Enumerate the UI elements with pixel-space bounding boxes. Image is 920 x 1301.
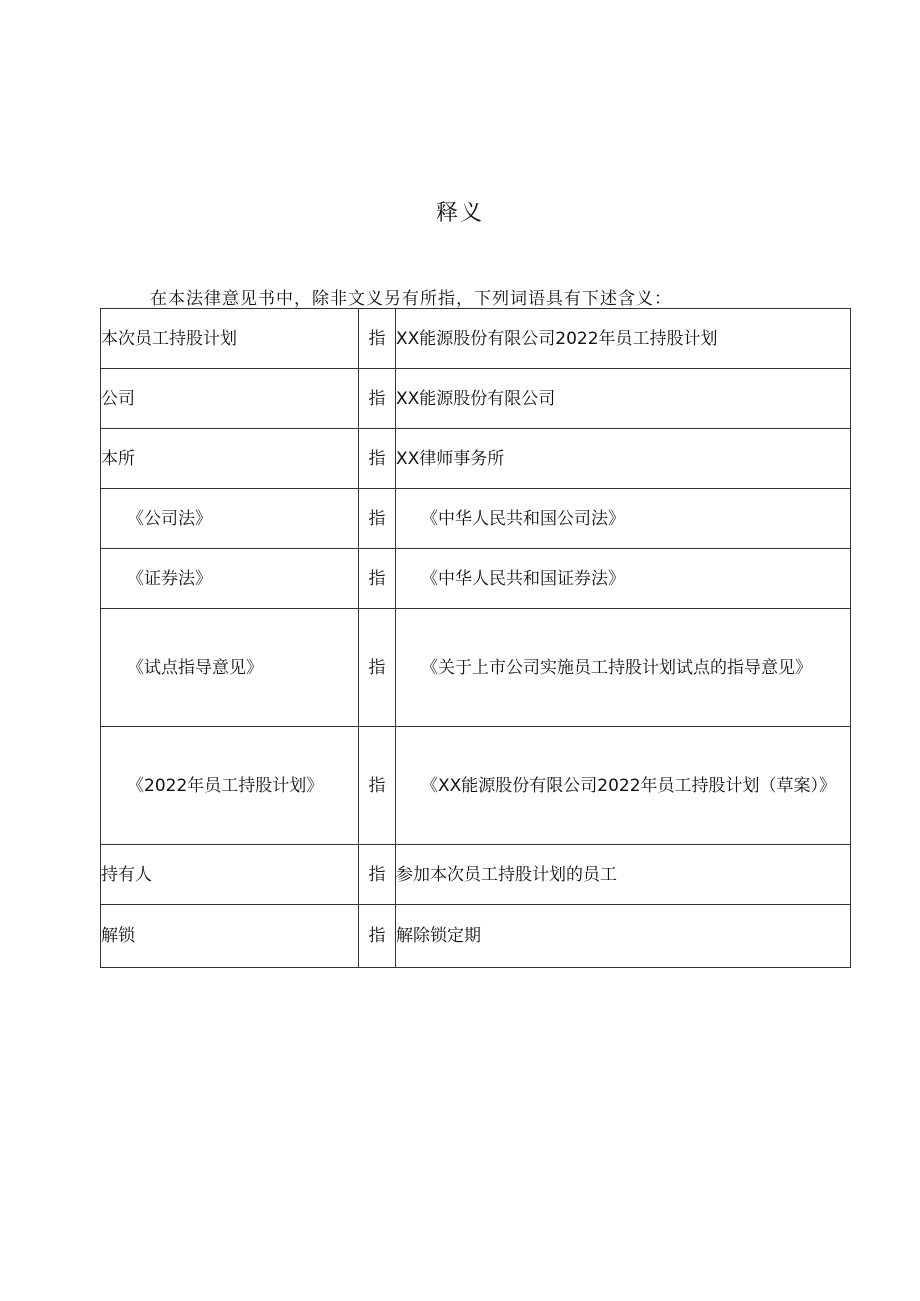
mark-cell: 指 xyxy=(359,905,396,968)
table-row xyxy=(101,489,851,549)
mark-cell: 指 xyxy=(359,727,396,845)
mark-cell: 指 xyxy=(359,369,396,429)
table-row xyxy=(101,905,851,968)
term-cell: 持有人 xyxy=(101,845,359,905)
term-cell: 《公司法》 xyxy=(101,489,359,549)
term-cell: 《试点指导意见》 xyxy=(101,609,359,727)
mark-cell: 指 xyxy=(359,845,396,905)
page-title: 释义 xyxy=(435,201,484,226)
definition-cell: 《中华人民共和国公司法》 xyxy=(396,489,851,549)
term-cell: 公司 xyxy=(101,369,359,429)
definition-cell: 解除锁定期 xyxy=(396,905,851,968)
intro-paragraph: 在本法律意见书中，除非文义另有所指，下列词语具有下述含义： xyxy=(150,289,672,309)
term-cell: 本次员工持股计划 xyxy=(101,309,359,369)
definition-cell: XX能源股份有限公司2022年员工持股计划 xyxy=(396,309,851,369)
mark-cell: 指 xyxy=(359,609,396,727)
table-row xyxy=(101,309,851,369)
mark-cell: 指 xyxy=(359,489,396,549)
mark-cell: 指 xyxy=(359,549,396,609)
term-cell: 本所 xyxy=(101,429,359,489)
definition-cell: XX能源股份有限公司 xyxy=(396,369,851,429)
definition-cell: 《中华人民共和国证券法》 xyxy=(396,549,851,609)
definition-cell: 参加本次员工持股计划的员工 xyxy=(396,845,851,905)
definition-cell: 《关于上市公司实施员工持股计划试点的指导意见》 xyxy=(396,609,851,727)
mark-cell: 指 xyxy=(359,429,396,489)
table-row xyxy=(101,609,851,727)
definitions-table xyxy=(100,308,851,968)
definition-cell: XX律师事务所 xyxy=(396,429,851,489)
term-cell: 《证券法》 xyxy=(101,549,359,609)
table-row xyxy=(101,727,851,845)
mark-cell: 指 xyxy=(359,309,396,369)
table-row xyxy=(101,549,851,609)
table-row xyxy=(101,845,851,905)
term-cell: 《2022年员工持股计划》 xyxy=(101,727,359,845)
table-row xyxy=(101,369,851,429)
table-row xyxy=(101,429,851,489)
term-cell: 解锁 xyxy=(101,905,359,968)
definition-cell: 《XX能源股份有限公司2022年员工持股计划（草案）》 xyxy=(396,727,851,845)
